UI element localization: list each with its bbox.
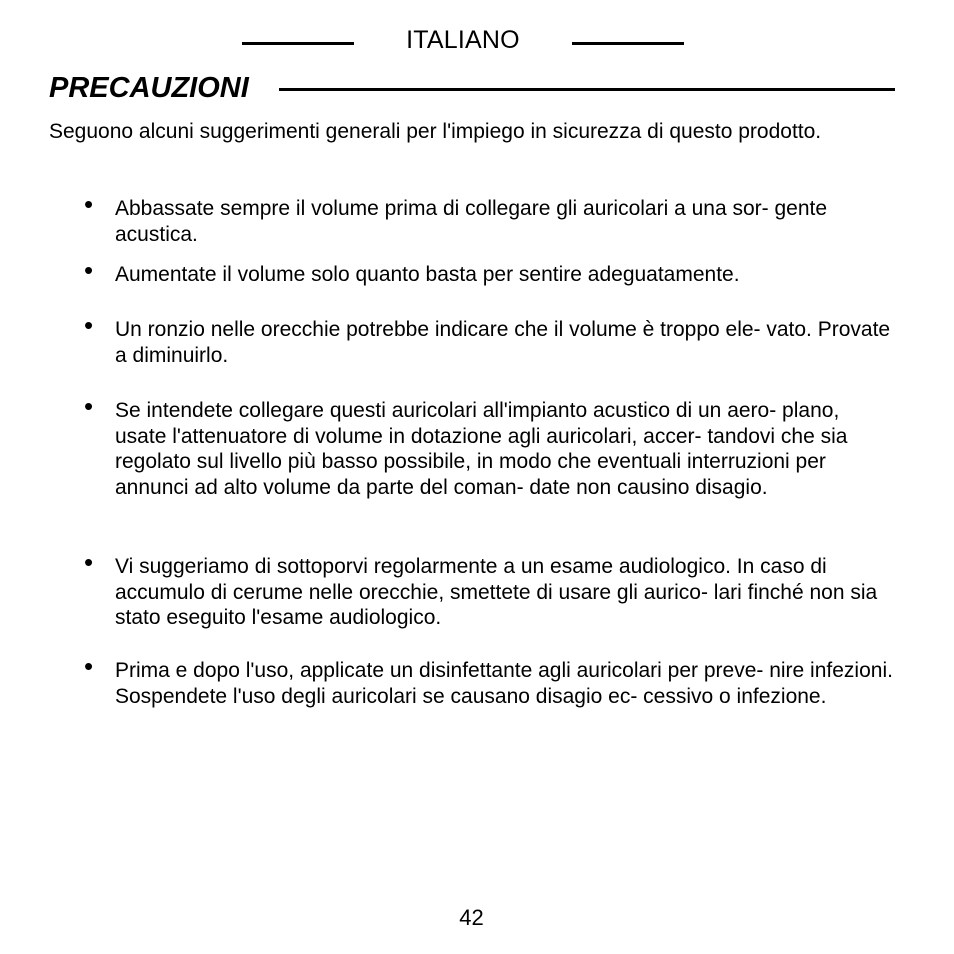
- list-item-text: Aumentate il volume solo quanto basta per sentire adeguatamente.: [115, 263, 740, 286]
- header-rule-right: [572, 42, 684, 45]
- section-title: PRECAUZIONI: [49, 72, 249, 104]
- bullet-icon: •: [84, 547, 94, 577]
- bullet-icon: •: [84, 255, 94, 285]
- list-item-text: Abbassate sempre il volume prima di collegare gli auricolari a una sor- gente acustica.: [115, 197, 828, 246]
- bullet-icon: •: [84, 189, 94, 219]
- page-number: 42: [459, 905, 484, 930]
- section-heading: [49, 72, 895, 112]
- bullet-icon: •: [84, 310, 94, 340]
- language-label: ITALIANO: [406, 26, 520, 54]
- section-title-rule: [279, 88, 895, 91]
- intro-paragraph: Seguono alcuni suggerimenti generali per l'impiego in sicurezza di questo prodotto.: [49, 120, 822, 143]
- list-item-text: Vi suggeriamo di sottoporvi regolarmente a un esame audiologico. In caso di accumulo di cerume nelle orecchie, smettete di usare gli aurico- lari finché non sia stato eseguito l'esame audiologico.: [115, 555, 878, 629]
- list-item-text: Prima e dopo l'uso, applicate un disinfettante agli auricolari per preve- nire infezioni. Sospendete l'uso degli auricolari se causano disagio ec- cessivo o infezione.: [115, 659, 893, 708]
- bullet-icon: •: [84, 651, 94, 681]
- list-item-text: Un ronzio nelle orecchie potrebbe indicare che il volume è troppo ele- vato. Provate a diminuirlo.: [115, 318, 891, 367]
- list-item-text: Se intendete collegare questi auricolari all'impianto acustico di un aero- plano, usate l'attenuatore di volume in dotazione agli auricolari, accer- tandovi che sia regolato sul livello più basso possibile, in modo che eventuali interruzioni per annunci ad alto volume da parte del coman- date non causino disagio.: [115, 399, 848, 499]
- bullet-icon: •: [84, 391, 94, 421]
- language-header: [0, 24, 954, 58]
